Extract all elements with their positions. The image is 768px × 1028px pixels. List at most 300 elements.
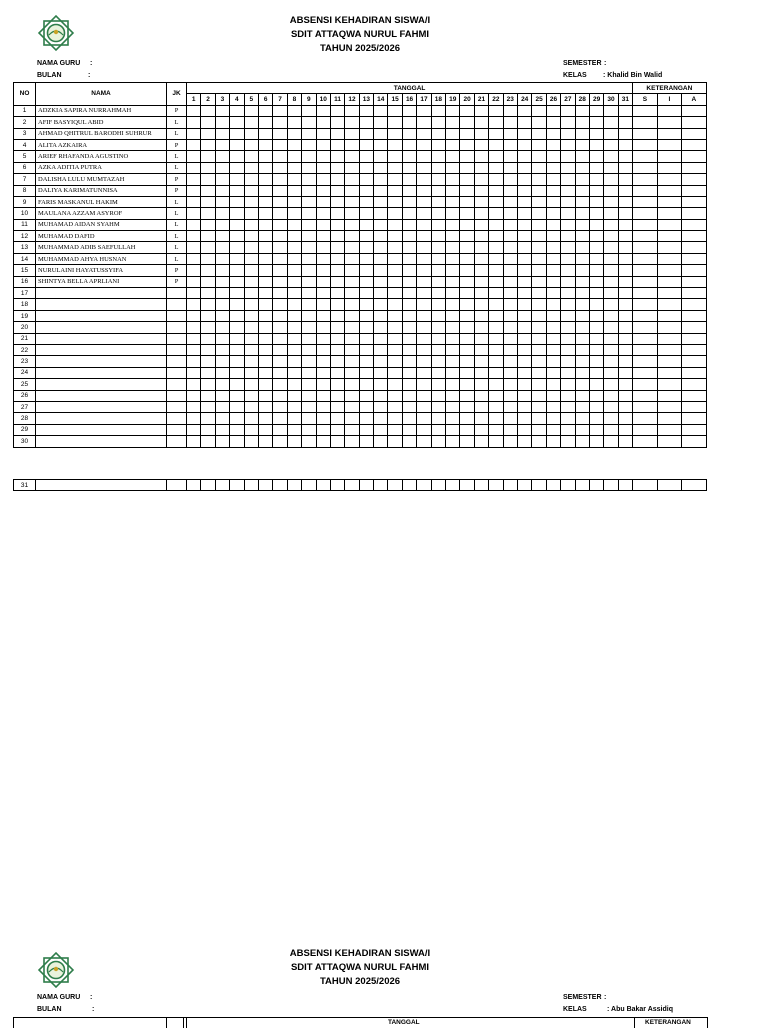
attendance-cell [215,128,229,139]
day-header: 28 [575,94,589,105]
keterangan-cell [657,367,682,378]
attendance-cell [532,288,546,299]
attendance-cell [604,390,618,401]
attendance-cell [388,219,402,230]
attendance-cell [330,265,344,276]
day-header: 9 [302,94,316,105]
attendance-cell [244,162,258,173]
attendance-cell [330,219,344,230]
attendance-cell [546,413,560,424]
attendance-cell [302,253,316,264]
attendance-cell [402,299,416,310]
keterangan-cell [633,288,658,299]
student-name: DALISHA LULU MUMTAZAH [36,174,167,185]
attendance-cell [201,276,215,287]
attendance-cell [388,253,402,264]
keterangan-cell [682,162,707,173]
keterangan-cell [682,208,707,219]
attendance-cell [187,413,201,424]
attendance-cell [417,333,431,344]
attendance-cell [618,139,632,150]
row-number: 14 [14,253,36,264]
attendance-cell [546,333,560,344]
attendance-cell [388,128,402,139]
attendance-cell [345,128,359,139]
attendance-cell [604,117,618,128]
keterangan-cell [682,436,707,447]
attendance-cell [417,288,431,299]
attendance-cell [187,219,201,230]
attendance-cell [604,379,618,390]
attendance-cell [201,231,215,242]
attendance-cell [489,390,503,401]
attendance-cell [460,231,474,242]
attendance-cell [575,344,589,355]
attendance-cell [287,253,301,264]
attendance-cell [273,219,287,230]
attendance-cell [244,208,258,219]
attendance-cell [287,185,301,196]
attendance-cell [589,367,603,378]
attendance-cell [589,185,603,196]
attendance-cell [532,139,546,150]
attendance-cell [201,242,215,253]
attendance-cell [316,185,330,196]
attendance-cell [258,219,272,230]
attendance-cell [589,379,603,390]
attendance-cell [215,480,229,491]
nama-guru-colon: : [90,60,93,67]
attendance-cell [618,379,632,390]
attendance-cell [474,174,488,185]
attendance-cell [503,162,517,173]
day-header: 27 [561,94,575,105]
day-header: 1 [187,94,201,105]
attendance-cell [604,480,618,491]
student-name: ARIEF RHAFANDA AGUSTINO [36,151,167,162]
attendance-cell [561,436,575,447]
attendance-cell [388,242,402,253]
attendance-cell [618,105,632,116]
nama-guru-label: NAMA GURU [37,994,81,1001]
attendance-cell [215,117,229,128]
col-tanggal-header: TANGGAL [187,83,633,94]
attendance-cell [460,424,474,435]
attendance-cell [417,299,431,310]
attendance-cell [474,333,488,344]
attendance-cell [417,117,431,128]
attendance-cell [517,128,531,139]
keterangan-cell [657,390,682,401]
attendance-cell [201,128,215,139]
attendance-cell [230,117,244,128]
attendance-cell [431,322,445,333]
attendance-cell [575,219,589,230]
keterangan-cell [633,356,658,367]
attendance-cell [330,253,344,264]
attendance-cell [244,379,258,390]
attendance-cell [431,344,445,355]
attendance-cell [230,105,244,116]
attendance-cell [489,333,503,344]
attendance-cell [359,480,373,491]
attendance-cell [359,356,373,367]
attendance-cell [330,356,344,367]
attendance-cell [604,288,618,299]
attendance-cell [517,162,531,173]
attendance-cell [244,151,258,162]
attendance-cell [273,162,287,173]
attendance-cell [446,390,460,401]
attendance-cell [287,151,301,162]
attendance-cell [230,265,244,276]
row-number: 13 [14,242,36,253]
attendance-cell [187,105,201,116]
attendance-cell [604,208,618,219]
attendance-cell [474,367,488,378]
keterangan-cell [657,276,682,287]
attendance-cell [273,379,287,390]
attendance-cell [345,356,359,367]
sheet-title-line-3: TAHUN 2025/2026 [319,976,401,987]
attendance-cell [589,196,603,207]
student-gender [167,413,187,424]
student-row [14,185,707,196]
student-row [14,139,707,150]
row-number: 4 [14,139,36,150]
attendance-cell [215,299,229,310]
attendance-cell [359,185,373,196]
row-number: 6 [14,162,36,173]
attendance-cell [359,128,373,139]
attendance-cell [417,390,431,401]
attendance-cell [287,401,301,412]
attendance-cell [431,105,445,116]
attendance-cell [287,105,301,116]
day-header: 2 [201,94,215,105]
keterangan-cell [633,105,658,116]
attendance-cell [402,208,416,219]
attendance-cell [201,390,215,401]
attendance-cell [302,139,316,150]
attendance-cell [431,436,445,447]
row-number: 9 [14,196,36,207]
attendance-cell [201,322,215,333]
attendance-cell [417,322,431,333]
student-gender: L [167,208,187,219]
attendance-cell [589,344,603,355]
attendance-cell [302,390,316,401]
attendance-cell [460,265,474,276]
attendance-cell [316,208,330,219]
attendance-cell [201,413,215,424]
keterangan-cell [633,231,658,242]
row-number: 7 [14,174,36,185]
attendance-cell [460,117,474,128]
attendance-cell [589,174,603,185]
student-row [14,242,707,253]
attendance-cell [618,480,632,491]
attendance-cell [474,390,488,401]
attendance-cell [187,185,201,196]
keterangan-cell [633,436,658,447]
attendance-cell [474,185,488,196]
attendance-cell [503,390,517,401]
attendance-cell [517,480,531,491]
student-gender [167,288,187,299]
keterangan-cell [633,139,658,150]
attendance-cell [388,276,402,287]
keterangan-cell [682,333,707,344]
attendance-cell [330,139,344,150]
attendance-cell [374,105,388,116]
day-header: 6 [258,94,272,105]
attendance-cell [532,310,546,321]
student-name [36,344,167,355]
attendance-cell [431,253,445,264]
attendance-cell [330,322,344,333]
student-row [14,356,707,367]
student-name [36,413,167,424]
keterangan-cell [682,185,707,196]
attendance-cell [316,379,330,390]
attendance-cell [431,162,445,173]
attendance-cell [489,139,503,150]
student-gender [167,299,187,310]
student-gender: P [167,276,187,287]
attendance-cell [187,174,201,185]
attendance-cell [273,276,287,287]
keterangan-s-header: S [633,94,658,105]
attendance-cell [417,185,431,196]
attendance-cell [215,436,229,447]
attendance-cell [388,413,402,424]
attendance-cell [230,401,244,412]
attendance-cell [489,401,503,412]
attendance-cell [446,401,460,412]
attendance-cell [589,390,603,401]
attendance-cell [431,390,445,401]
attendance-cell [359,151,373,162]
attendance-cell [244,276,258,287]
day-header: 16 [402,94,416,105]
student-row [14,367,707,378]
attendance-cell [517,231,531,242]
attendance-cell [359,162,373,173]
attendance-cell [604,139,618,150]
attendance-cell [589,151,603,162]
attendance-cell [316,413,330,424]
attendance-cell [187,401,201,412]
attendance-cell [287,196,301,207]
attendance-cell [258,310,272,321]
attendance-cell [489,480,503,491]
attendance-cell [417,424,431,435]
attendance-cell [503,253,517,264]
attendance-cell [302,367,316,378]
attendance-cell [345,390,359,401]
attendance-cell [273,401,287,412]
attendance-cell [402,231,416,242]
attendance-cell [417,344,431,355]
keterangan-cell [682,299,707,310]
attendance-cell [258,265,272,276]
kelas-label: KELAS [563,1006,587,1013]
attendance-cell [517,367,531,378]
keterangan-cell [633,128,658,139]
attendance-cell [604,322,618,333]
attendance-cell [402,288,416,299]
attendance-cell [604,436,618,447]
attendance-cell [215,185,229,196]
attendance-cell [287,265,301,276]
attendance-cell [273,299,287,310]
attendance-cell [316,196,330,207]
attendance-cell [330,310,344,321]
attendance-cell [474,480,488,491]
attendance-cell [575,139,589,150]
attendance-cell [287,162,301,173]
attendance-cell [618,390,632,401]
attendance-cell [417,196,431,207]
attendance-cell [258,333,272,344]
attendance-cell [517,242,531,253]
attendance-cell [532,401,546,412]
keterangan-cell [657,436,682,447]
attendance-cell [460,242,474,253]
attendance-cell [417,310,431,321]
attendance-cell [546,151,560,162]
attendance-cell [258,344,272,355]
attendance-cell [575,231,589,242]
attendance-cell [258,139,272,150]
attendance-cell [575,299,589,310]
attendance-cell [230,424,244,435]
attendance-cell [532,344,546,355]
attendance-cell [604,253,618,264]
attendance-cell [244,310,258,321]
attendance-cell [474,379,488,390]
attendance-cell [561,162,575,173]
attendance-cell [345,322,359,333]
day-header: 18 [431,94,445,105]
attendance-cell [489,128,503,139]
attendance-cell [273,424,287,435]
attendance-cell [402,128,416,139]
attendance-cell [561,196,575,207]
attendance-cell [546,185,560,196]
keterangan-cell [682,367,707,378]
kelas-value: : Abu Bakar Assidiq [607,1006,673,1013]
attendance-cell [546,356,560,367]
attendance-cell [561,185,575,196]
attendance-cell [446,219,460,230]
attendance-cell [618,310,632,321]
attendance-cell [417,356,431,367]
attendance-cell [273,310,287,321]
attendance-cell [402,242,416,253]
col-keterangan-header: KETERANGAN [633,83,707,94]
attendance-cell [604,231,618,242]
attendance-cell [244,231,258,242]
attendance-cell [287,390,301,401]
day-header: 3 [215,94,229,105]
attendance-cell [517,424,531,435]
attendance-cell [474,196,488,207]
attendance-cell [489,196,503,207]
attendance-cell [446,208,460,219]
row-number: 12 [14,231,36,242]
student-row [14,105,707,116]
student-name [36,333,167,344]
attendance-cell [244,424,258,435]
attendance-cell [359,390,373,401]
attendance-cell [503,117,517,128]
keterangan-cell [633,413,658,424]
attendance-cell [215,105,229,116]
student-gender [167,310,187,321]
student-row [14,174,707,185]
attendance-cell [561,299,575,310]
attendance-cell [374,139,388,150]
attendance-cell [201,333,215,344]
attendance-cell [575,401,589,412]
student-name: AFIF BASYIQUL ABID [36,117,167,128]
attendance-cell [618,242,632,253]
attendance-cell [244,242,258,253]
student-name: FARIS MASKANUL HAKIM [36,196,167,207]
attendance-cell [503,219,517,230]
attendance-cell [345,253,359,264]
attendance-cell [388,117,402,128]
attendance-cell [345,185,359,196]
attendance-cell [359,413,373,424]
attendance-cell [258,436,272,447]
attendance-cell [345,231,359,242]
attendance-cell [546,310,560,321]
attendance-cell [561,231,575,242]
day-header: 24 [517,94,531,105]
attendance-cell [446,174,460,185]
attendance-cell [503,105,517,116]
attendance-cell [446,424,460,435]
attendance-cell [575,288,589,299]
keterangan-cell [657,139,682,150]
student-name [36,322,167,333]
keterangan-cell [657,480,682,491]
attendance-cell [244,367,258,378]
col-no-header: NO [14,83,36,106]
attendance-cell [330,151,344,162]
student-gender: L [167,219,187,230]
attendance-cell [532,151,546,162]
attendance-cell [460,299,474,310]
attendance-cell [402,401,416,412]
attendance-cell [201,288,215,299]
attendance-cell [244,344,258,355]
attendance-cell [374,253,388,264]
attendance-cell [374,367,388,378]
attendance-cell [489,253,503,264]
student-gender [167,436,187,447]
attendance-cell [489,344,503,355]
attendance-cell [316,128,330,139]
attendance-cell [187,356,201,367]
attendance-cell [359,117,373,128]
attendance-cell [215,413,229,424]
attendance-cell [618,367,632,378]
attendance-cell [546,288,560,299]
